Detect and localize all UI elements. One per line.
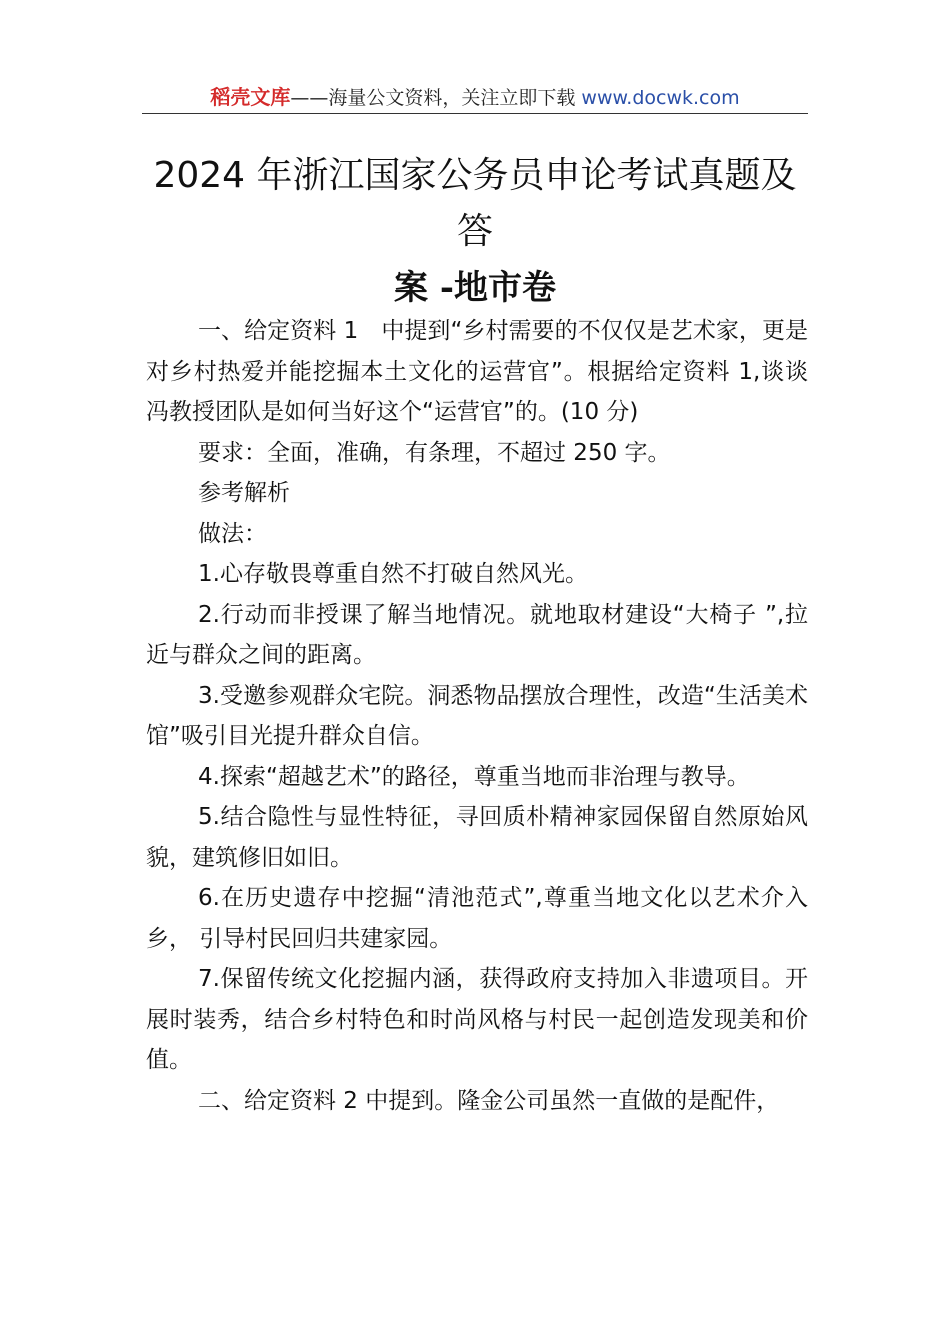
answer-item-2: 2.行动而非授课了解当地情况。就地取材建设“大椅子 ”,拉近与群众之间的距离。	[146, 601, 808, 668]
answer-item-3: 3.受邀参观群众宅院。洞悉物品摆放合理性，改造“生活美术馆”吸引目光提升群众自信。	[146, 682, 808, 749]
answer-item-5: 5.结合隐性与显性特征，寻回质朴精神家园保留自然原始风貌，建筑修旧如旧。	[146, 804, 808, 871]
title-line-2: 案 -地市卷	[394, 268, 556, 308]
method-label: 做法：	[198, 520, 267, 547]
brand-name: 稻壳文库	[210, 85, 291, 109]
answer-item-1: 1.心存敬畏尊重自然不打破自然风光。	[198, 561, 588, 587]
question-1: 一、给定资料 1 中提到“乡村需要的不仅仅是艺术家，更是对乡村热爱并能挖掘本土文化的运营官”。根据给定资料 1,谈谈冯教授团队是如何当好这个“运营官”的。(10 分)	[146, 318, 808, 425]
analysis-label: 参考解析	[198, 480, 290, 506]
answer-item-6: 6.在历史遗存中挖掘“清池范式”,尊重当地文化以艺术介入乡， 引导村民回归共建家园。	[146, 885, 808, 952]
answer-item-4: 4.探索“超越艺术”的路径，尊重当地而非治理与教导。	[198, 763, 750, 790]
header-tagline: ——海量公文资料，关注立即下载	[290, 87, 576, 109]
question-2: 二、给定资料 2 中提到。隆金公司虽然一直做的是配件，	[198, 1087, 780, 1114]
site-url-link[interactable]: www.docwk.com	[581, 87, 740, 109]
document-body	[146, 311, 808, 1121]
answer-item-7: 7.保留传统文化挖掘内涵，获得政府支持加入非遗项目。开展时装秀，结合乡村特色和时尚风格与村民一起创造发现美和价值。	[146, 966, 808, 1073]
header-divider	[142, 113, 808, 114]
question-requirement: 要求：全面，准确，有条理，不超过 250 字。	[198, 439, 671, 466]
page-header	[142, 82, 808, 112]
document-title	[142, 148, 808, 316]
title-line-1: 2024 年浙江国家公务员申论考试真题及答	[153, 155, 797, 252]
